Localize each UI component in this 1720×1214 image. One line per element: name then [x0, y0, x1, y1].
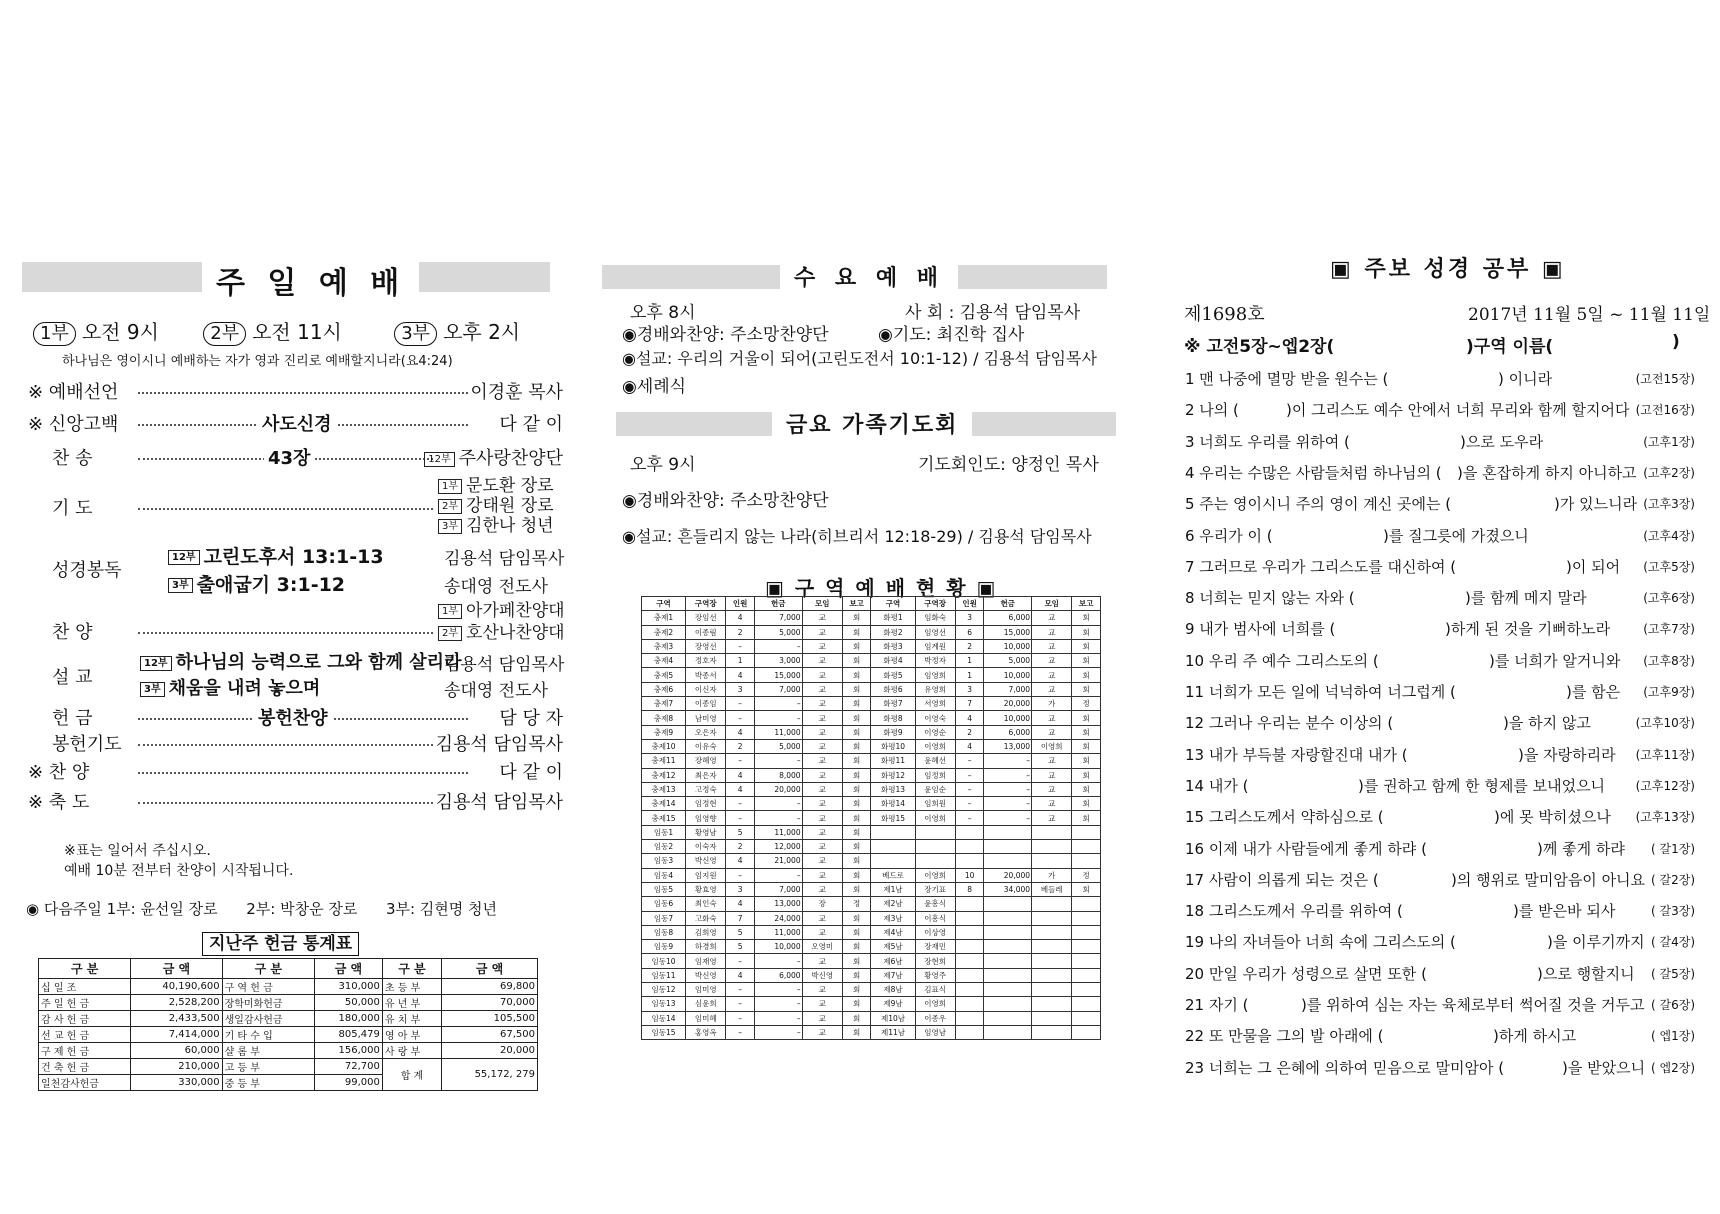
order-row-praise: 찬 양: [28, 618, 563, 644]
friday-sermon: ◉설교: 흔들리지 않는 나라(히브리서 12:18-29) / 김용석 담임목사: [622, 527, 1092, 546]
wednesday-banner: [602, 265, 1107, 289]
offering-title: 지난주 헌금 통계표: [202, 932, 359, 956]
note-praise: 예배 10분 전부터 찬양이 시작됩니다.: [64, 863, 294, 879]
praise-list: 1부 아가페찬양대 2부 호산나찬양대: [438, 600, 565, 644]
wednesday-choir: ◉경배와찬양: 주소망찬양단: [622, 325, 829, 345]
question-item: 14 내가 ( )를 권하고 함께 한 형제를 보내었으니 (고후12장): [1185, 776, 1695, 795]
table-row: 임동7 고화숙 7 24,000 교 회 제3남 이흥식: [642, 911, 1101, 925]
table-row: 충제8 남미영 – – 교 회 화평8 이영숙 4 10,000 교 회: [642, 711, 1101, 725]
sermon-1: 12부 하나님의 능력으로 그와 함께 살리라: [140, 648, 461, 674]
question-item: 21 자기 ( )를 위하여 심는 자는 육체로부터 썩어질 것을 거두고 ( 갈6장): [1185, 996, 1695, 1014]
group-status-title: ▣ 구 역 예 배 현 황 ▣: [765, 576, 998, 600]
table-row: 임동1 황영남 5 11,000 교 회: [642, 825, 1101, 839]
order-row: 헌 금 봉헌찬양 담 당 자: [28, 704, 563, 730]
table-row: 충제3 장영선 – – 교 회 화평3 임계원 2 10,000 교 회: [642, 639, 1101, 653]
table-row: 충제12 최은자 4 8,000 교 회 화평12 임정희 – – 교 회: [642, 768, 1101, 782]
name-close: ): [1672, 332, 1680, 352]
table-row: 충제5 박종서 4 15,000 교 회 화평5 임영희 1 10,000 교 회: [642, 668, 1101, 682]
table-row: 임동6 최인숙 4 13,000 장 정 제2남 윤흥식: [642, 897, 1101, 911]
order-row: ※ 축 도 김용석 담임목사: [28, 792, 563, 813]
question-item: 6 우리가 이 ( )를 질그릇에 가졌으니 (고후4장): [1185, 526, 1695, 545]
table-row: 구 분 금 액 구 분 금 액 구 분 금 액: [39, 959, 538, 979]
order-row: ※ 예배선언 이경훈 목사: [28, 382, 563, 403]
wednesday-host: 사 회 : 김용석 담임목사: [905, 303, 1081, 323]
question-item: 18 그리스도께서 우리를 위하여 ( )를 받은바 되사 ( 갈3장): [1185, 902, 1695, 921]
table-row: 임동3 박신영 4 21,000 교 회: [642, 854, 1101, 868]
sermon-1-preacher: 김용석 담임목사: [444, 655, 565, 675]
table-row: 충제14 임정현 – – 교 회 화평14 임희원 – – 교 회: [642, 797, 1101, 811]
table-row: 임동2 이숙자 2 12,000 교 회: [642, 840, 1101, 854]
table-row: 구 제 헌 금 60,000 샬 롬 부 156,000 사 랑 부 20,000: [39, 1043, 538, 1059]
wednesday-prayer: ◉기도: 최진학 집사: [878, 325, 1025, 345]
order-row: 봉헌기도 김용석 담임목사: [52, 734, 563, 755]
wednesday-extra: ◉세례식: [622, 377, 687, 397]
service-time-1: 1부 오전 9시: [33, 320, 159, 344]
table-row: 임동11 박신영 4 6,000 박신영 회 제7남 황영주: [642, 968, 1101, 982]
sunday-verse: 하나님은 영이시니 예배하는 자가 영과 진리로 예배할지니라(요4:24): [62, 354, 453, 369]
friday-leader: 기도회인도: 양정인 목사: [918, 455, 1099, 475]
question-item: 16 이제 내가 사람들에게 좋게 하랴 ( )께 좋게 하랴 ( 갈1장): [1185, 839, 1695, 858]
prayer-list: 1부 문도환 장로 2부 강태원 장로 3부 김한나 청년: [438, 476, 554, 536]
question-item: 5 주는 영이시니 주의 영이 계신 곳에는 ( )가 있느니라 (고후3장): [1185, 495, 1695, 514]
table-row: 충제2 이종림 2 5,000 교 회 화평2 임영선 6 15,000 교 회: [642, 625, 1101, 639]
table-row: 충제4 정호자 1 3,000 교 회 화평4 박정자 1 5,000 교 회: [642, 654, 1101, 668]
scripture-1-reader: 김용석 담임목사: [444, 549, 565, 569]
order-row-prayer: 기 도: [28, 494, 563, 520]
table-row: 임동4 임지원 – – 교 회 베드로 이영희 10 20,000 가 정: [642, 868, 1101, 882]
table-row: 임동13 심윤희 – – 교 회 제9남 이영희: [642, 997, 1101, 1011]
issue-date: 2017년 11월 5일 ~ 11월 11일: [1468, 305, 1711, 325]
table-row: 일천감사헌금 330,000 중 등 부 99,000: [39, 1075, 538, 1091]
table-row: 임동15 홍영옥 – – 교 회 제11남 임영남: [642, 1025, 1101, 1039]
question-item: 12 그러나 우리는 분수 이상의 ( )을 하지 않고 (고후10장): [1185, 714, 1695, 733]
sermon-2-preacher: 송대영 전도사: [444, 681, 548, 701]
wednesday-time: 오후 8시: [630, 303, 696, 323]
table-row: 충제11 장혜영 – – 교 회 화평11 윤혜선 – – 교 회: [642, 754, 1101, 768]
question-item: 13 내가 부득불 자랑할진대 내가 ( )을 자랑하리라 (고후11장): [1185, 745, 1695, 764]
table-row: 임동14 임미혜 – – 교 회 제10남 이종우: [642, 1011, 1101, 1025]
question-item: 10 우리 주 예수 그리스도의 ( )를 너희가 알거니와 (고후8장): [1185, 651, 1695, 670]
study-range: ※ 고전5장~엡2장(: [1184, 337, 1335, 357]
question-item: 3 너희도 우리를 위하여 ( )으로 도우라 (고후1장): [1185, 432, 1695, 451]
table-row: 충제1 장임선 4 7,000 교 회 화평1 임화숙 3 6,000 교 회: [642, 611, 1101, 625]
scripture-1: 12부 고린도후서 13:1-13: [168, 542, 384, 569]
order-row-sermon: 설 교: [52, 667, 93, 688]
table-row: 임동12 임미영 – – 교 회 제8남 김표식: [642, 983, 1101, 997]
friday-banner: [616, 412, 1116, 436]
next-week-prayers: ◉ 다음주일 1부: 윤선일 장로 2부: 박창운 장로 3부: 김현명 청년: [26, 900, 498, 918]
wednesday-sermon: ◉설교: 우리의 거울이 되어(고린도전서 10:1-12) / 김용석 담임목사: [622, 349, 1097, 368]
table-row: 선 교 헌 금 7,414,000 기 타 수 입 805,479 영 아 부 67,500: [39, 1027, 538, 1043]
table-row: 구역 구역장 인원 헌금 모임 보고 구역 구역장 인원 헌금 모임 보고: [642, 597, 1101, 611]
note-stand: ※표는 일어서 주십시오.: [64, 843, 211, 859]
sermon-2: 3부 채움을 내려 놓으며: [140, 674, 320, 700]
order-row-scripture: 성경봉독: [52, 560, 122, 581]
friday-choir: ◉경배와찬양: 주소망찬양단: [622, 491, 829, 511]
table-row: 건 축 헌 금 210,000 고 등 부 72,700 합 계 55,172, 279: [39, 1059, 538, 1075]
service-times: [33, 316, 520, 346]
table-row: 충제10 이유숙 2 5,000 교 회 화평10 이영희 4 13,000 이영희 회: [642, 739, 1101, 753]
question-item: 23 너희는 그 은혜에 의하여 믿음으로 말미암아 ( )을 받았으니 ( 엡2장): [1185, 1058, 1695, 1077]
table-row: 십 일 조 40,190,600 구 역 헌 금 310,000 초 등 부 69,800: [39, 979, 538, 995]
order-row: ※ 신앙고백 사도신경 다 같 이: [28, 410, 563, 436]
question-item: 22 또 만물을 그의 발 아래에 ( )하게 하시고 ( 엡1장): [1185, 1027, 1695, 1046]
question-item: 4 우리는 수많은 사람들처럼 하나님의 ( )을 혼잡하게 하지 아니하고 (고후2장): [1185, 463, 1695, 482]
sunday-banner: [22, 262, 550, 301]
service-time-2: 2부 오전 11시: [203, 320, 342, 344]
table-row: 감 사 헌 금 2,433,500 생일감사헌금 180,000 유 치 부 105,500: [39, 1011, 538, 1027]
bible-study-title: ▣ 주보 성경 공부 ▣: [1330, 257, 1566, 282]
wednesday-title: 수 요 예 배: [780, 261, 958, 292]
question-item: 17 사람이 의롭게 되는 것은 ( )의 행위로 말미암음이 아니요 ( 갈2장): [1185, 870, 1695, 889]
question-item: 20 만일 우리가 성령으로 살면 또한 ( )으로 행할지니 ( 갈5장): [1185, 964, 1695, 983]
offering-table: [38, 958, 538, 1091]
friday-title: 금요 가족기도회: [772, 408, 972, 439]
question-item: 19 나의 자녀들아 너희 속에 그리스도의 ( )을 이루기까지 ( 갈4장): [1185, 933, 1695, 952]
table-row: 임동5 황효영 3 7,000 교 회 제1남 장기표 8 34,000 베들레 회: [642, 882, 1101, 896]
table-row: 임동9 하경희 5 10,000 오영미 회 제5남 장재민: [642, 940, 1101, 954]
scripture-2: 3부 출애굽기 3:1-12: [168, 570, 345, 597]
question-item: 11 너희가 모든 일에 넉넉하여 너그럽게 ( )를 함은 (고후9장): [1185, 683, 1695, 701]
order-row: ※ 찬 양 다 같 이: [28, 762, 563, 783]
sunday-title: 주 일 예 배: [202, 258, 419, 302]
friday-time: 오후 9시: [630, 455, 696, 475]
table-row: 주 일 헌 금 2,528,200 장학미화헌금 50,000 유 년 부 70,000: [39, 995, 538, 1011]
group-status-table: [641, 596, 1101, 1040]
table-row: 충제6 이신자 3 7,000 교 회 화평6 유영희 3 7,000 교 회: [642, 682, 1101, 696]
table-row: 충제9 오은자 4 11,000 교 회 화평9 이영순 2 6,000 교 회: [642, 725, 1101, 739]
order-row: 찬 송 43장 12부 주사랑찬양단: [28, 444, 563, 470]
table-row: 충제13 고정숙 4 20,000 교 회 화평13 윤임순 – – 교 회: [642, 782, 1101, 796]
service-time-3: 3부 오후 2시: [394, 320, 520, 344]
table-row: 임동8 김희영 5 11,000 교 회 제4남 이상영: [642, 925, 1101, 939]
table-row: 충제7 이종임 – – 교 회 화평7 서영희 7 20,000 가 정: [642, 697, 1101, 711]
question-item: 9 내가 범사에 너희를 ( )하게 된 것을 기뻐하노라 (고후7장): [1185, 620, 1695, 639]
question-item: 2 나의 ( )이 그리스도 예수 안에서 너희 무리와 함께 할지어다 (고전16장): [1185, 401, 1695, 420]
question-item: 1 맨 나중에 멸망 받을 원수는 ( ) 이니라 (고전15장): [1185, 370, 1695, 388]
scripture-2-reader: 송대영 전도사: [444, 577, 548, 597]
table-row: 충제15 임영향 – – 교 회 화평15 이영희 – – 교 회: [642, 811, 1101, 825]
question-item: 15 그리스도께서 약하심으로 ( )에 못 박히셨으나 (고후13장): [1185, 808, 1695, 827]
question-item: 7 그러므로 우리가 그리스도를 대신하여 ( )이 되어 (고후5장): [1185, 557, 1695, 576]
district-name-field: )구역 이름(: [1466, 337, 1554, 357]
table-row: 임동10 임재영 – – 교 회 제6남 장현희: [642, 954, 1101, 968]
question-item: 8 너희는 믿지 않는 자와 ( )를 함께 메지 말라 (고후6장): [1185, 589, 1695, 608]
issue-number: 제1698호: [1184, 304, 1265, 325]
